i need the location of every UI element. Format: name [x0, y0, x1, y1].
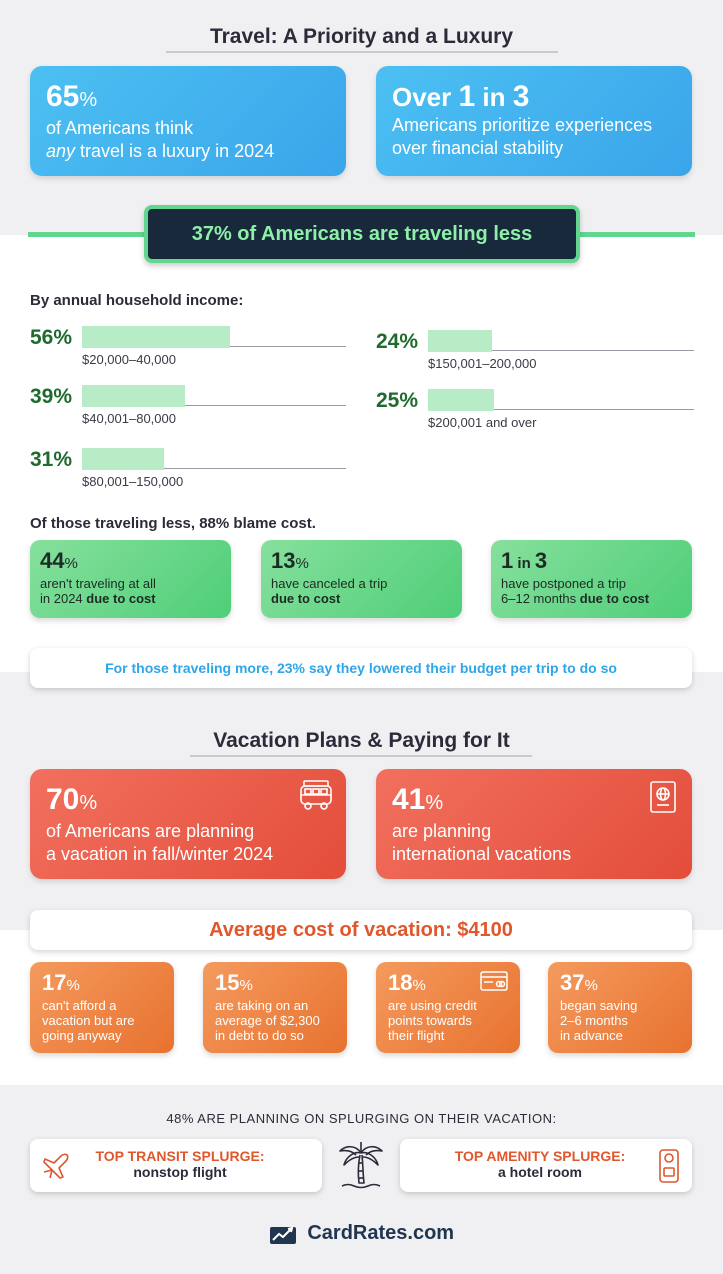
funding-stat-value: 37% [560, 970, 598, 995]
funding-stat-line: in advance [560, 1028, 623, 1043]
stat-card-experiences [376, 66, 692, 176]
section2-title-underline [190, 755, 532, 757]
stat-value: 41% [392, 783, 444, 816]
average-cost [30, 910, 692, 950]
cardrates-logo-icon [269, 1223, 299, 1245]
funding-stat-value: 17% [42, 970, 80, 995]
stat-card-international [376, 769, 692, 879]
stat-text-line1: are planning [392, 821, 492, 841]
bar-fill [82, 385, 185, 407]
bar-fill [82, 326, 230, 348]
cost-stat-line2: due to cost [271, 591, 341, 606]
door-hanger-icon [658, 1148, 680, 1184]
amenity-splurge-value: a hotel room [497, 1164, 582, 1180]
credit-card-icon [480, 971, 508, 991]
income-bar-row [30, 448, 346, 498]
banner-line-right [578, 232, 695, 237]
stat-card-luxury [30, 66, 346, 176]
cost-stat-line2: 6–12 months due to cost [501, 591, 650, 606]
cost-stat-line2: in 2024 due to cost [40, 591, 156, 606]
average-cost-text: Average cost of vacation: $4100 [209, 919, 513, 941]
amenity-splurge-title: TOP AMENITY SPLURGE: [454, 1148, 626, 1164]
brand-name: CardRates.com [307, 1222, 455, 1244]
income-bar-row [30, 326, 346, 376]
cost-card-postponed [491, 540, 692, 618]
cost-stat-line1: have canceled a trip [271, 576, 388, 591]
bar-range-label: $200,001 and over [428, 415, 537, 430]
transit-splurge-text [80, 1148, 280, 1180]
section2-title: Vacation Plans & Paying for It [213, 729, 510, 752]
funding-stat-line: their flight [388, 1028, 445, 1043]
cost-stat-value: 44% [40, 548, 78, 573]
cost-label: Of those traveling less, 88% blame cost. [30, 515, 316, 532]
stat-value: Over 1 in 3 [392, 80, 530, 113]
funding-stat-line: going anyway [42, 1028, 122, 1043]
bar-percent: 39% [30, 385, 73, 408]
amenity-splurge-card [400, 1139, 692, 1192]
cost-stat-line1: aren't traveling at all [40, 576, 156, 591]
funding-card-going-anyway [30, 962, 174, 1053]
bar-fill [428, 330, 492, 352]
funding-card-saving [548, 962, 692, 1053]
bar-range-label: $20,000–40,000 [82, 352, 176, 367]
funding-stat-line: began saving [560, 998, 638, 1013]
bar-range-label: $150,001–200,000 [428, 356, 537, 371]
funding-stat-line: can't afford a [42, 998, 117, 1013]
traveling-less-banner: 37% of Americans are traveling less [144, 205, 580, 263]
cost-stat-value: 13% [271, 548, 309, 573]
stat-text-line2: over financial stability [392, 138, 564, 158]
banner-line-left [28, 232, 146, 237]
income-bar-row [30, 385, 346, 435]
stat-text-line2: a vacation in fall/winter 2024 [46, 844, 274, 864]
income-bar-row [376, 330, 694, 380]
stat-text-line1: Americans prioritize experiences [392, 115, 653, 135]
stat-text-line2: international vacations [392, 844, 572, 864]
transit-splurge-value: nonstop flight [133, 1164, 227, 1180]
transit-splurge-card [30, 1139, 322, 1192]
brand-logo [0, 1222, 723, 1245]
van-icon [298, 779, 334, 813]
bar-percent: 25% [376, 389, 419, 412]
airplane-icon [40, 1150, 72, 1182]
bar-percent: 24% [376, 330, 419, 353]
funding-stat-line: vacation but are [42, 1013, 135, 1028]
bar-percent: 31% [30, 448, 73, 471]
section1-title-underline [166, 51, 558, 53]
budget-note [30, 648, 692, 688]
funding-stat-value: 15% [215, 970, 253, 995]
funding-stat-line: are using credit [388, 998, 477, 1013]
bar-fill [428, 389, 494, 411]
passport-icon [648, 779, 678, 815]
funding-card-debt [203, 962, 347, 1053]
stat-text-line1: of Americans are planning [46, 821, 255, 841]
bar-fill [82, 448, 164, 470]
funding-stat-line: 2–6 months [560, 1013, 628, 1028]
income-label: By annual household income: [30, 292, 244, 309]
bar-range-label: $40,001–80,000 [82, 411, 176, 426]
cost-card-not-traveling [30, 540, 231, 618]
section1-title: Travel: A Priority and a Luxury [209, 25, 514, 48]
splurge-header: 48% ARE PLANNING ON SPLURGING ON THEIR VACATION: [166, 1111, 557, 1126]
stat-card-fall-winter [30, 769, 346, 879]
bar-range-label: $80,001–150,000 [82, 474, 184, 489]
stat-value: 70% [46, 783, 98, 816]
palm-tree-icon [336, 1139, 386, 1191]
income-bar-row [376, 389, 694, 439]
transit-splurge-title: TOP TRANSIT SPLURGE: [95, 1148, 265, 1164]
budget-note-text: For those traveling more, 23% say they lowered their budget per trip to do so [105, 660, 617, 676]
funding-stat-line: average of $2,300 [215, 1013, 320, 1028]
funding-card-credit-points [376, 962, 520, 1053]
cost-stat-line1: have postponed a trip [501, 576, 627, 591]
cost-card-canceled [261, 540, 462, 618]
bar-percent: 56% [30, 326, 73, 349]
funding-stat-line: are taking on an [215, 998, 309, 1013]
cost-stat-value: 1 in 3 [501, 548, 548, 573]
funding-stat-value: 18% [388, 970, 426, 995]
stat-text-line1: of Americans think [46, 118, 194, 138]
funding-stat-line: points towards [388, 1013, 472, 1028]
amenity-splurge-text [440, 1148, 640, 1180]
stat-text-line2: any travel is a luxury in 2024 [46, 141, 275, 161]
funding-stat-line: in debt to do so [215, 1028, 304, 1043]
stat-value: 65% [46, 80, 98, 113]
